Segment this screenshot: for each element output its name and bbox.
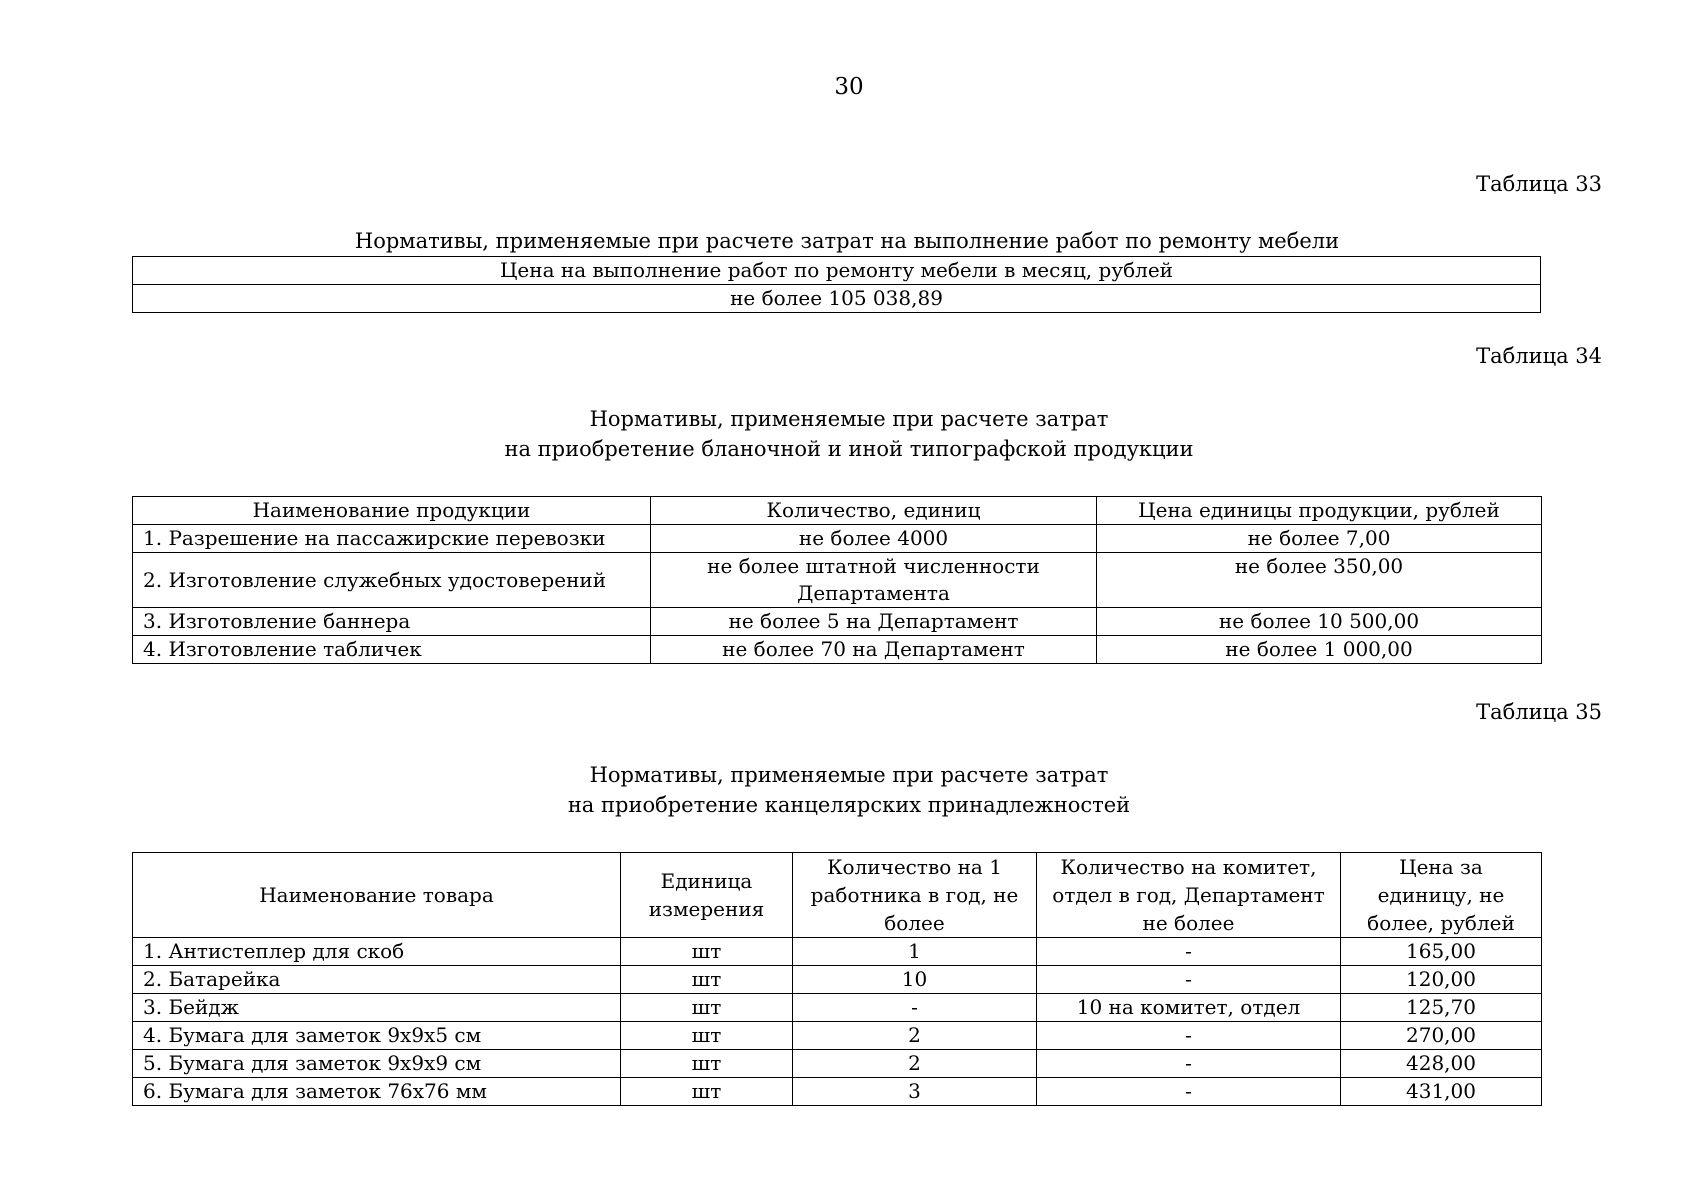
per-department-cell: - <box>1037 1022 1341 1050</box>
table-34-label: Таблица 34 <box>1476 344 1602 368</box>
item-name-cell: 6. Бумага для заметок 76x76 мм <box>133 1078 621 1106</box>
table-33-caption: Нормативы, применяемые при расчете затрат на выполнение работ по ремонту мебели <box>354 229 1340 253</box>
table-row <box>133 257 1541 285</box>
table-35-label: Таблица 35 <box>1476 700 1602 724</box>
price-cell: 125,70 <box>1341 994 1542 1022</box>
table-row <box>133 636 1542 664</box>
table-34-caption-line-1: Нормативы, применяемые при расчете затрат <box>589 407 1109 431</box>
quantity-cell: не более штатной численности Департамента <box>651 553 1097 608</box>
per-department-cell: - <box>1037 938 1341 966</box>
unit-cell: шт <box>621 1078 793 1106</box>
quantity-cell: не более 4000 <box>651 525 1097 553</box>
unit-cell: шт <box>621 994 793 1022</box>
per-employee-cell: 1 <box>793 938 1037 966</box>
table-row <box>133 525 1542 553</box>
per-department-cell: - <box>1037 1078 1341 1106</box>
column-header: Наименование товара <box>133 853 621 938</box>
table-row <box>133 285 1541 313</box>
column-header: Единица измерения <box>621 853 793 938</box>
product-name-cell: 3. Изготовление баннера <box>133 608 651 636</box>
price-cell: 431,00 <box>1341 1078 1542 1106</box>
product-name-cell: 4. Изготовление табличек <box>133 636 651 664</box>
table-33 <box>132 256 1541 313</box>
table-header-row <box>133 853 1542 938</box>
per-employee-cell: 3 <box>793 1078 1037 1106</box>
unit-cell: шт <box>621 1050 793 1078</box>
page-number: 30 <box>834 74 864 100</box>
table-35-caption <box>0 760 1698 820</box>
table-33-value: не более 105 038,89 <box>133 285 1541 313</box>
unit-cell: шт <box>621 966 793 994</box>
product-name-cell: 1. Разрешение на пассажирские перевозки <box>133 525 651 553</box>
per-department-cell: - <box>1037 966 1341 994</box>
table-35-caption-line-1: Нормативы, применяемые при расчете затрат <box>589 763 1109 787</box>
column-header: Количество на 1 работника в год, не более <box>793 853 1037 938</box>
item-name-cell: 2. Батарейка <box>133 966 621 994</box>
per-employee-cell: - <box>793 994 1037 1022</box>
item-name-cell: 1. Антистеплер для скоб <box>133 938 621 966</box>
price-cell: не более 10 500,00 <box>1097 608 1542 636</box>
price-cell: 270,00 <box>1341 1022 1542 1050</box>
table-34-caption <box>0 404 1698 464</box>
table-35 <box>132 852 1542 1106</box>
table-34-caption-line-2: на приобретение бланочной и иной типографской продукции <box>504 437 1194 461</box>
price-cell: 120,00 <box>1341 966 1542 994</box>
table-row <box>133 938 1542 966</box>
table-row <box>133 553 1542 608</box>
per-employee-cell: 2 <box>793 1022 1037 1050</box>
table-row <box>133 994 1542 1022</box>
unit-cell: шт <box>621 1022 793 1050</box>
table-33-label: Таблица 33 <box>1476 172 1602 196</box>
per-department-cell: 10 на комитет, отдел <box>1037 994 1341 1022</box>
price-cell: 165,00 <box>1341 938 1542 966</box>
product-name-cell: 2. Изготовление служебных удостоверений <box>133 553 651 608</box>
price-cell: не более 7,00 <box>1097 525 1542 553</box>
per-employee-cell: 2 <box>793 1050 1037 1078</box>
quantity-cell: не более 70 на Департамент <box>651 636 1097 664</box>
column-header: Количество, единиц <box>651 497 1097 525</box>
table-row <box>133 1078 1542 1106</box>
price-cell: 428,00 <box>1341 1050 1542 1078</box>
column-header: Цена за единицу, не более, рублей <box>1341 853 1542 938</box>
unit-cell: шт <box>621 938 793 966</box>
table-row <box>133 608 1542 636</box>
table-header-row <box>133 497 1542 525</box>
per-department-cell: - <box>1037 1050 1341 1078</box>
per-employee-cell: 10 <box>793 966 1037 994</box>
table-row <box>133 1050 1542 1078</box>
column-header: Наименование продукции <box>133 497 651 525</box>
price-cell: не более 1 000,00 <box>1097 636 1542 664</box>
column-header: Цена единицы продукции, рублей <box>1097 497 1542 525</box>
table-33-header: Цена на выполнение работ по ремонту мебели в месяц, рублей <box>133 257 1541 285</box>
item-name-cell: 4. Бумага для заметок 9x9x5 см <box>133 1022 621 1050</box>
column-header: Количество на комитет, отдел в год, Департамент не более <box>1037 853 1341 938</box>
item-name-cell: 3. Бейдж <box>133 994 621 1022</box>
table-35-caption-line-2: на приобретение канцелярских принадлежностей <box>567 793 1131 817</box>
table-row <box>133 966 1542 994</box>
quantity-cell: не более 5 на Департамент <box>651 608 1097 636</box>
item-name-cell: 5. Бумага для заметок 9x9x9 см <box>133 1050 621 1078</box>
table-row <box>133 1022 1542 1050</box>
price-cell: не более 350,00 <box>1097 553 1542 608</box>
table-34 <box>132 496 1542 664</box>
